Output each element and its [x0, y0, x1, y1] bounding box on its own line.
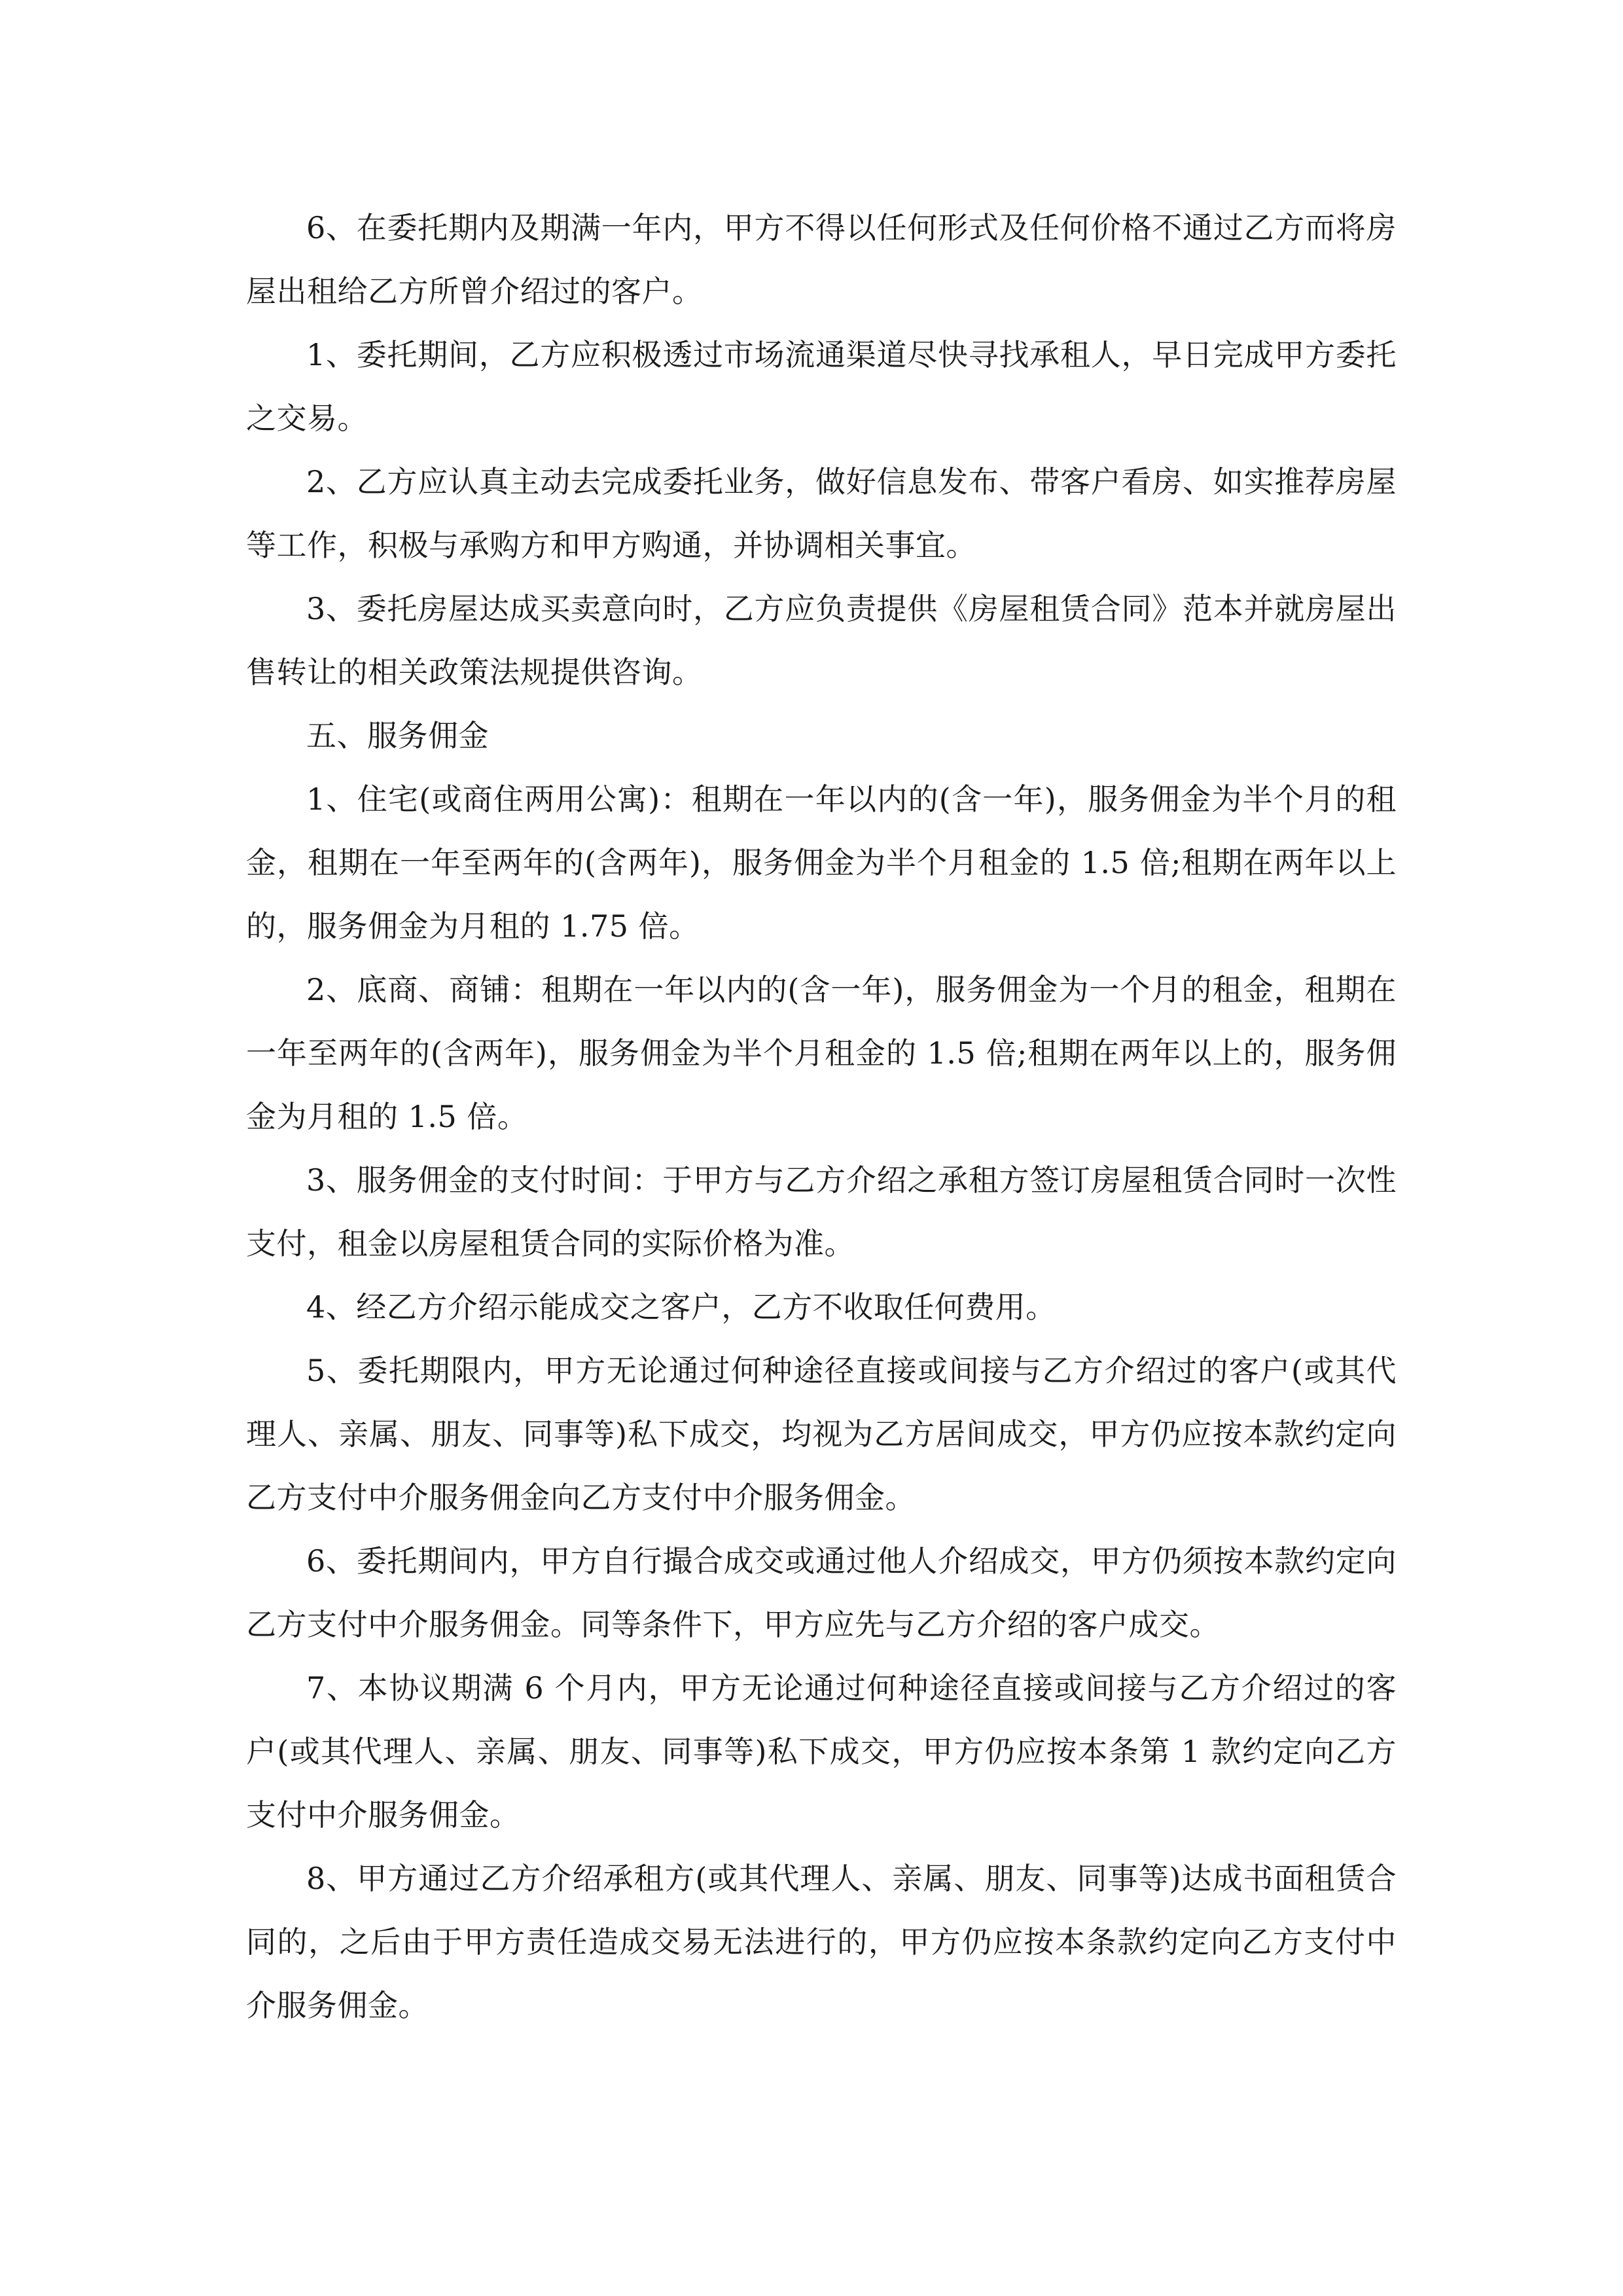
commission-clause-3-payment-time: 3、服务佣金的支付时间：于甲方与乙方介绍之承租方签订房屋租赁合同时一次性支付，租金以房屋租赁合同的实际价格为准。	[246, 1162, 1397, 1261]
commission-clause-8-breach: 8、甲方通过乙方介绍承租方(或其代理人、亲属、朋友、同事等)达成书面租赁合同的，之后由于甲方责任造成交易无法进行的，甲方仍应按本条款约定向乙方支付中介服务佣金。	[246, 1861, 1397, 2023]
clause-6-exclusive-period: 6、在委托期内及期满一年内，甲方不得以任何形式及任何价格不通过乙方而将房屋出租给乙方所曾介绍过的客户。	[246, 210, 1397, 309]
commission-clause-7-post-term: 7、本协议期满 6 个月内，甲方无论通过何种途径直接或间接与乙方介绍过的客户(或其代理人、亲属、朋友、同事等)私下成交，甲方仍应按本条第 1 款约定向乙方支付中介服务佣金。	[246, 1670, 1397, 1833]
commission-clause-6-self-deal: 6、委托期间内，甲方自行撮合成交或通过他人介绍成交，甲方仍须按本款约定向乙方支付中介服务佣金。同等条件下，甲方应先与乙方介绍的客户成交。	[246, 1543, 1397, 1642]
section-heading-commission: 五、服务佣金	[306, 718, 489, 753]
clause-3-contract-template: 3、委托房屋达成买卖意向时，乙方应负责提供《房屋租赁合同》范本并就房屋出售转让的相关政策法规提供咨询。	[246, 591, 1397, 690]
clause-1-find-tenant: 1、委托期间，乙方应积极透过市场流通渠道尽快寻找承租人，早日完成甲方委托之交易。	[246, 337, 1397, 436]
commission-clause-5-private-deal: 5、委托期限内，甲方无论通过何种途径直接或间接与乙方介绍过的客户(或其代理人、亲属、朋友、同事等)私下成交，均视为乙方居间成交，甲方仍应按本款约定向乙方支付中介服务佣金向乙方支付中介服务佣金。	[246, 1353, 1397, 1515]
clause-2-agent-duties: 2、乙方应认真主动去完成委托业务，做好信息发布、带客户看房、如实推荐房屋等工作，积极与承购方和甲方购通，并协调相关事宜。	[246, 464, 1397, 563]
commission-clause-4-no-fee: 4、经乙方介绍示能成交之客户，乙方不收取任何费用。	[306, 1289, 1056, 1325]
commission-clause-2-commercial: 2、底商、商铺：租期在一年以内的(含一年)，服务佣金为一个月的租金，租期在一年至两年的(含两年)，服务佣金为半个月租金的 1.5 倍;租期在两年以上的，服务佣金为月租的 1.5 倍。	[246, 972, 1397, 1134]
document-body	[246, 196, 1397, 2037]
commission-clause-1-residential: 1、住宅(或商住两用公寓)：租期在一年以内的(含一年)，服务佣金为半个月的租金，租期在一年至两年的(含两年)，服务佣金为半个月租金的 1.5 倍;租期在两年以上的，服务佣金为月租的 1.75 倍。	[246, 781, 1397, 944]
